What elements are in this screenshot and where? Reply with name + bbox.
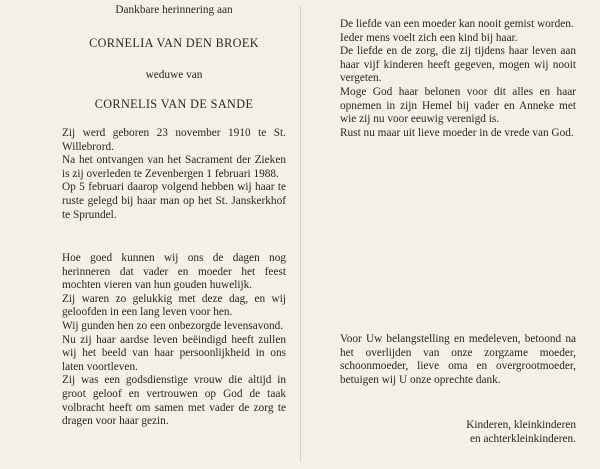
reflection bbox=[62, 252, 286, 429]
tribute bbox=[340, 18, 576, 140]
signature-line: en achterkleinkinderen. bbox=[469, 432, 576, 445]
signature-line: Kinderen, kleinkinderen bbox=[466, 419, 576, 431]
signature bbox=[340, 419, 576, 446]
thanks bbox=[340, 333, 576, 387]
reflection-paragraph: Wij gunden hen zo een onbezorgde levensavond. bbox=[62, 319, 284, 332]
tribute-paragraph: Moge God haar belonen voor dit alles en haar opnemen in zijn Hemel bij vader en Anneke met wie zij nu voor eeuwig verenigd is. bbox=[340, 85, 576, 126]
reflection-paragraph: Nu zij haar aardse leven beëindigd heeft zullen wij het beeld van haar persoonlijkheid in ons laten voortleven. bbox=[62, 333, 286, 373]
tribute-paragraph: Rust nu maar uit lieve moeder in de vrede van God. bbox=[340, 126, 574, 139]
deceased-name: CORNELIA VAN DEN BROEK bbox=[89, 36, 259, 50]
reflection-paragraph: Zij waren zo gelukkig met deze dag, en wij geloofden in een lang leven voor hen. bbox=[62, 292, 286, 319]
thanks-paragraph: Voor Uw belangstelling en medeleven, betoond na het overlijden van onze zorgzame moeder, schoonmoeder, lieve oma en overgrootmoeder, betuigen wij U onze oprechte dank. bbox=[340, 333, 576, 386]
birth-paragraph: Zij werd geboren 23 november 1910 te St. Willebrord. bbox=[62, 127, 286, 153]
tribute-paragraph: De liefde van een moeder kan nooit gemist worden. bbox=[340, 18, 574, 30]
tribute-paragraph: Ieder mens voelt zich een kind bij haar. bbox=[340, 31, 518, 44]
reflection-paragraph: Zij was een godsdienstige vrouw die altijd in groot geloof en vertrouwen op God de taak volbracht heeft om samen met vader de zorg te dragen voor haar gezin. bbox=[62, 374, 286, 428]
dedication-line: Dankbare herinnering aan bbox=[115, 4, 233, 16]
reflection-paragraph: Hoe goed kunnen wij ons de dagen nog herinneren dat vader en moeder het feest mochten vieren van hun gouden huwelijk. bbox=[62, 252, 286, 292]
burial-paragraph: Op 5 februari daarop volgend hebben wij haar te ruste gelegd bij haar man op het St. Janskerkhof te Sprundel. bbox=[62, 181, 286, 221]
widow-of-line: weduwe van bbox=[145, 69, 203, 81]
card-fold bbox=[300, 6, 301, 462]
biography bbox=[62, 127, 286, 222]
death-paragraph: Na het ontvangen van het Sacrament der Zieken is zij overleden te Zevenbergen 1 februari 1988. bbox=[62, 154, 286, 180]
spouse-name: CORNELIS VAN DE SANDE bbox=[94, 97, 254, 111]
tribute-paragraph: De liefde en de zorg, die zij tijdens haar leven aan haar vijf kinderen heeft gegeven, mogen wij nooit vergeten. bbox=[340, 45, 576, 85]
